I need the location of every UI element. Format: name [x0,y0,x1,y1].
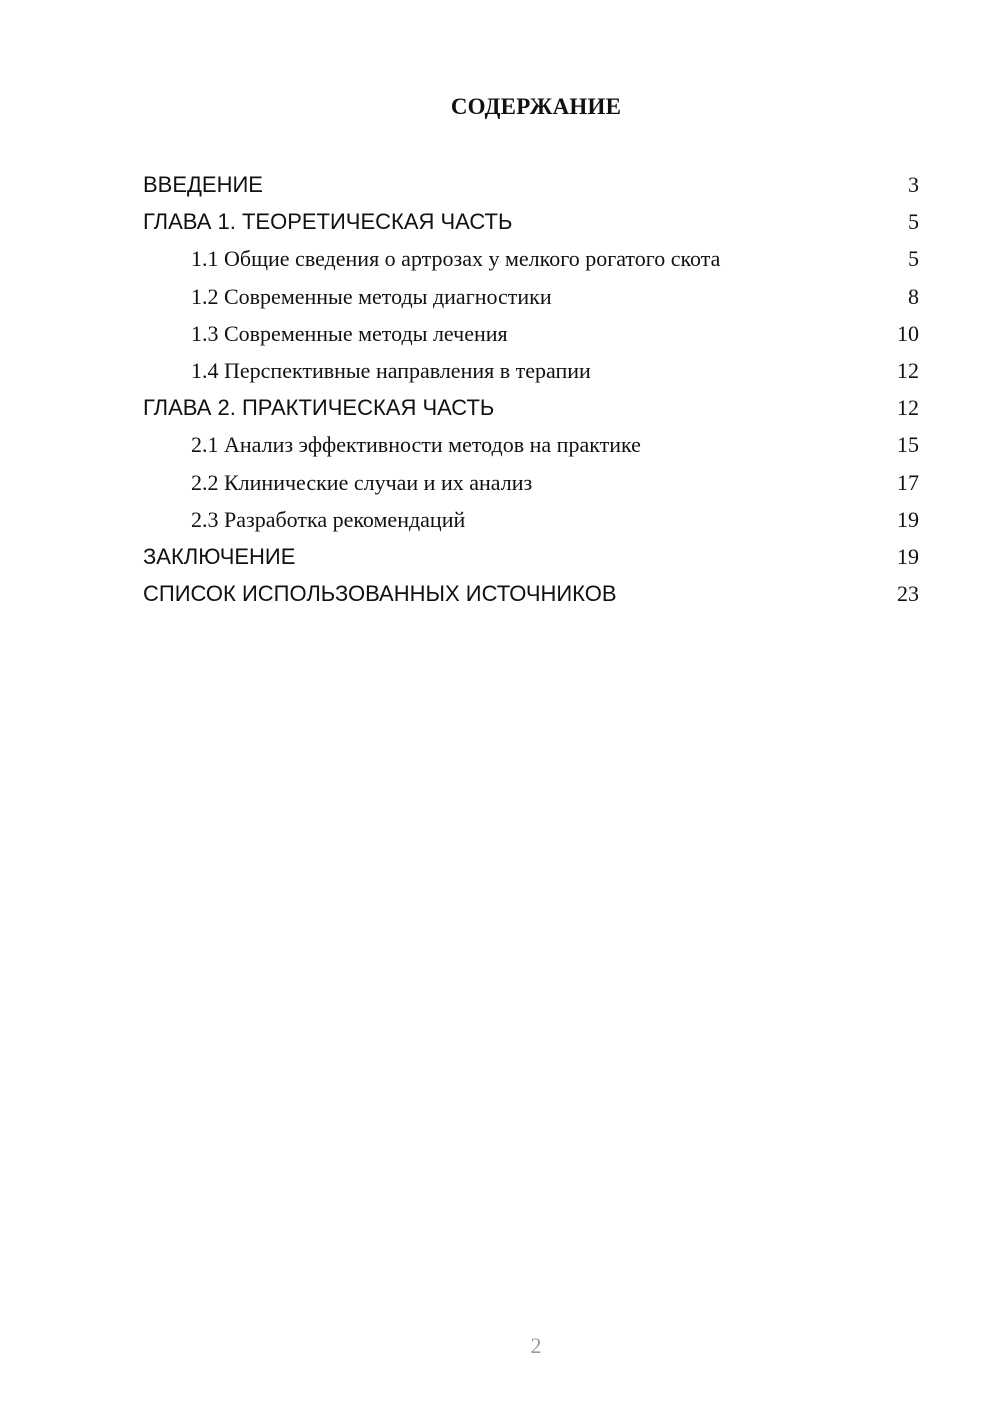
toc-entry-page: 15 [897,432,919,458]
toc-entry-chapter-1 [143,203,919,240]
toc-entry-page: 23 [897,581,919,607]
toc-entry-title: СПИСОК ИСПОЛЬЗОВАННЫХ ИСТОЧНИКОВ [143,581,617,607]
toc-entry-title: 1.2 Современные методы диагностики [191,283,552,309]
toc-entry-page: 19 [897,506,919,532]
toc-entry-introduction [143,166,919,203]
table-of-contents [143,166,919,612]
toc-entry-chapter-2 [143,389,919,426]
toc-entry-title: 2.3 Разработка рекомендаций [191,506,466,532]
toc-entry-page: 3 [908,172,919,197]
toc-entry-title: 2.2 Клинические случаи и их анализ [191,469,533,495]
toc-entry-title: 1.3 Современные методы лечения [191,320,508,346]
page-title: СОДЕРЖАНИЕ [450,94,622,119]
toc-entry-page: 10 [897,320,919,346]
toc-entry-title: ГЛАВА 1. ТЕОРЕТИЧЕСКАЯ ЧАСТЬ [143,209,513,235]
toc-entry-section-2-3 [143,501,919,538]
toc-entry-section-1-1 [143,240,919,277]
toc-entry-section-2-2 [143,464,919,501]
toc-entry-title: ВВЕДЕНИЕ [143,172,263,197]
toc-entry-page: 12 [897,357,919,383]
toc-entry-section-2-1 [143,426,919,463]
toc-entry-section-1-3 [143,315,919,352]
toc-entry-conclusion [143,538,919,575]
toc-entry-section-1-4 [143,352,919,389]
toc-entry-page: 17 [897,469,919,495]
page-number: 2 [530,1333,542,1358]
toc-entry-title: 1.1 Общие сведения о артрозах у мелкого рогатого скота [191,246,721,272]
toc-entry-page: 19 [897,543,919,569]
toc-entry-references [143,575,919,612]
toc-entry-section-1-2 [143,278,919,315]
toc-entry-title: ЗАКЛЮЧЕНИЕ [143,543,296,569]
toc-entry-page: 12 [897,395,919,421]
toc-entry-page: 5 [908,246,919,272]
toc-entry-title: ГЛАВА 2. ПРАКТИЧЕСКАЯ ЧАСТЬ [143,395,495,421]
toc-entry-page: 8 [908,283,919,309]
toc-entry-page: 5 [908,209,919,235]
toc-entry-title: 1.4 Перспективные направления в терапии [191,357,591,383]
toc-entry-title: 2.1 Анализ эффективности методов на практике [191,432,641,458]
